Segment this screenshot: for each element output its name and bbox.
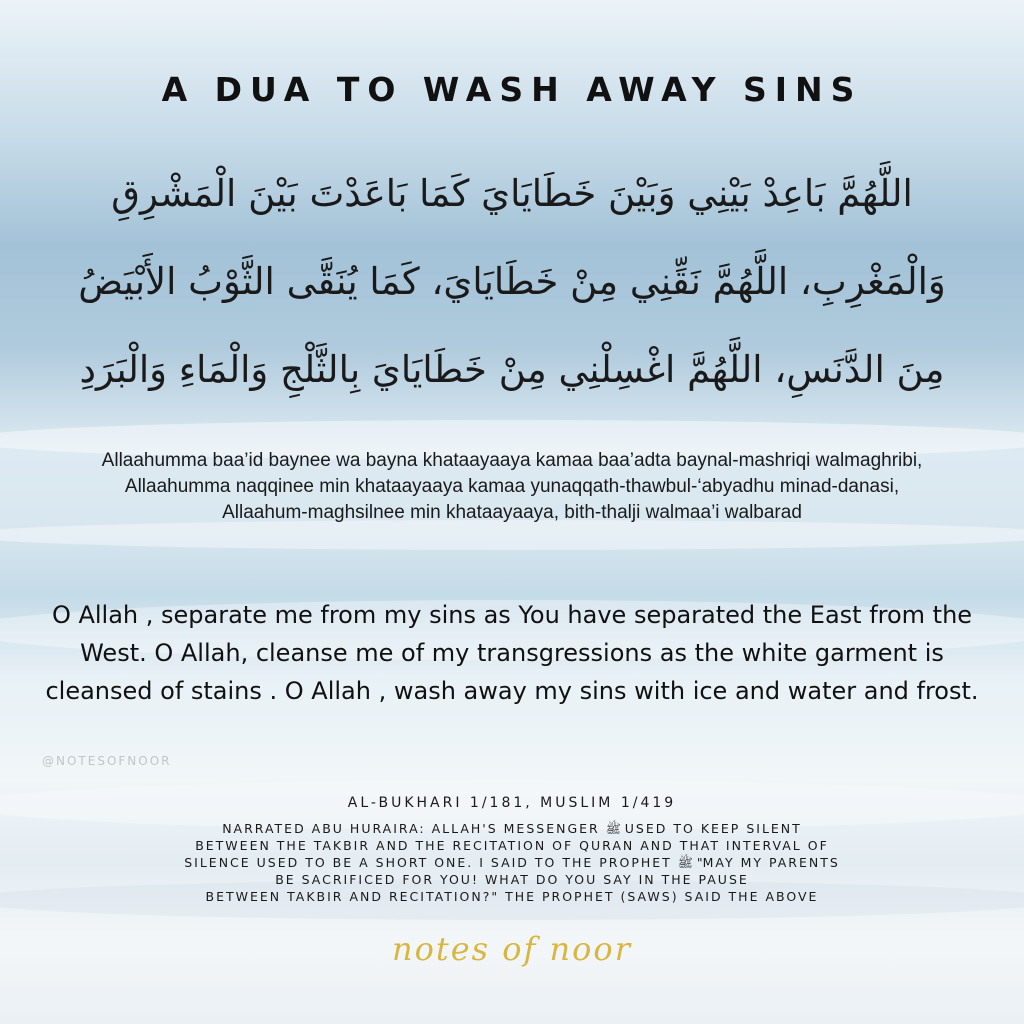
narration-line: BETWEEN THE TAKBIR AND THE RECITATION OF QURAN AND THAT INTERVAL OF xyxy=(195,838,829,853)
arabic-line: وَالْمَغْرِبِ، اللَّهُمَّ نَقِّنِي مِنْ خَطَايَايَ، كَمَا يُنَقَّى الثَّوْبُ الأَبْيَضُ xyxy=(78,260,946,303)
arabic-dua xyxy=(30,150,994,414)
narration-line: BE SACRIFICED FOR YOU! WHAT DO YOU SAY IN THE PAUSE xyxy=(275,872,749,887)
narration-line: SILENCE USED TO BE A SHORT ONE. I SAID TO THE PROPHET ﷺ "MAY MY PARENTS xyxy=(184,855,840,870)
english-translation: O Allah , separate me from my sins as You have separated the East from the West. O Allah, cleanse me of my transgressions as the white garment is cleansed of stains . O Allah , wash away my sins with ice and water and frost. xyxy=(45,601,979,705)
arabic-line: اللَّهُمَّ بَاعِدْ بَيْنِي وَبَيْنَ خَطَايَايَ كَمَا بَاعَدْتَ بَيْنَ الْمَشْرِقِ xyxy=(111,172,913,215)
watermark-handle: @NOTESOFNOOR xyxy=(42,754,172,768)
brand-signature: notes of noor xyxy=(392,930,632,968)
arabic-line: مِنَ الدَّنَسِ، اللَّهُمَّ اغْسِلْنِي مِنْ خَطَايَايَ بِالثَّلْجِ وَالْمَاءِ وَالْبَرَدِ xyxy=(79,348,945,391)
hadith-narration xyxy=(20,820,1004,905)
hadith-reference: AL-BUKHARI 1/181, MUSLIM 1/419 xyxy=(347,795,677,811)
narration-line: BETWEEN TAKBIR AND RECITATION?" THE PROPHET (SAWS) SAID THE ABOVE xyxy=(205,889,819,904)
transliteration-text: Allaahumma baa’id baynee wa bayna khataayaaya kamaa baa’adta baynal-mashriqi walmaghribi, Allaahumma naqqinee min khataayaaya kamaa yunaqqath-thawbul-‘abyadhu minad-danasi, Allaahum-maghsilnee min khataayaaya, bith-thalji walmaa’i walbarad xyxy=(101,450,923,523)
poster-title: A DUA TO WASH AWAY SINS xyxy=(161,70,863,109)
narration-line: NARRATED ABU HURAIRA: ALLAH'S MESSENGER ﷺ USED TO KEEP SILENT xyxy=(222,821,802,836)
